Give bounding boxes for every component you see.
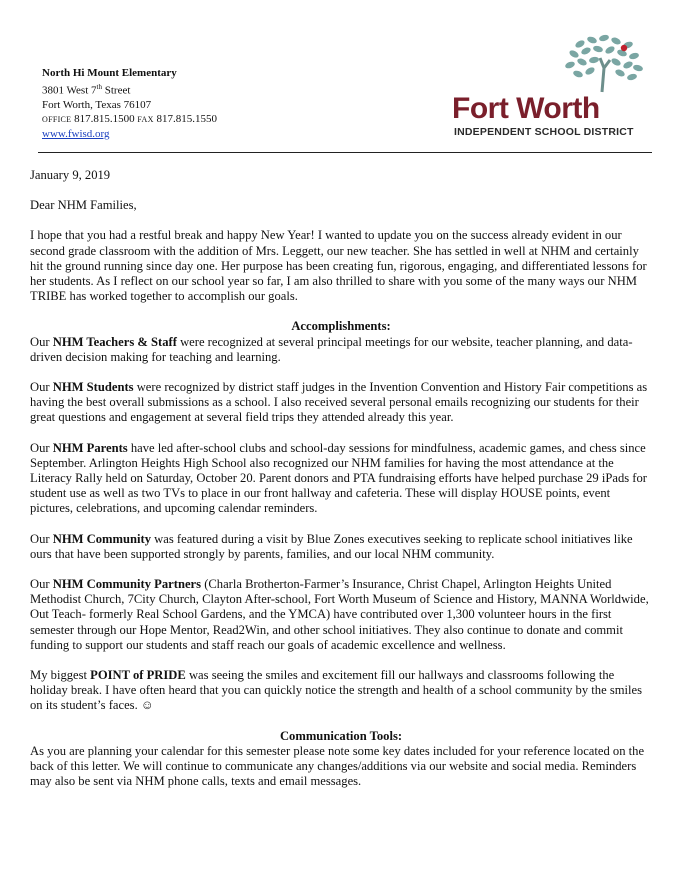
partners-paragraph	[30, 577, 652, 653]
tree-icon	[560, 34, 650, 94]
community-text: was featured during a visit by Blue Zones executives seeking to replicate school initiatives like ours that have been supported strongly by parents, families, and our local NHM community.	[30, 531, 633, 561]
teachers-label: NHM Teachers & Staff	[52, 334, 177, 349]
letter-date: January 9, 2019	[30, 168, 111, 182]
website-link[interactable]: www.fwisd.org	[42, 127, 110, 140]
letter-body	[30, 168, 652, 790]
pride-paragraph	[30, 668, 652, 714]
street-address	[42, 80, 217, 98]
phone-line	[42, 112, 217, 127]
street-number: 3801 West 7	[42, 84, 97, 97]
parents-label: NHM Parents	[52, 440, 128, 455]
office-label: OFFICE	[42, 114, 72, 124]
teachers-text: were recognized at several principal meetings for our website, teacher planning, and data-driven decision making for teaching and learning.	[30, 334, 633, 364]
office-phone: 817.815.1500	[74, 112, 135, 125]
pride-text: was seeing the smiles and excitement fill our hallways and classrooms following the holiday break. I have often heard that you can quickly notice the strength and health of a school community by the smiles on its student’s faces. ☺	[30, 668, 643, 713]
school-name: North Hi Mount Elementary	[42, 67, 177, 79]
teachers-prefix: Our	[30, 334, 53, 349]
communication-heading: Communication Tools:	[279, 728, 403, 743]
fax-phone: 817.815.1550	[156, 112, 217, 125]
students-paragraph	[30, 380, 652, 426]
district-subtitle: INDEPENDENT SCHOOL DISTRICT	[454, 126, 634, 138]
pride-label: POINT of PRIDE	[90, 668, 186, 683]
communication-paragraph: As you are planning your calendar for this semester please note some key dates included for your reference located on the back of this letter. We will continue to communicate any changes/additions via our website and social media. Reminders may also be sent via NHM phone calls, texts and email messages.	[30, 743, 645, 789]
city-line: Fort Worth, Texas 76107	[42, 98, 152, 111]
partners-label: NHM Community Partners	[52, 577, 202, 592]
header-divider	[38, 152, 652, 153]
community-paragraph	[30, 532, 652, 562]
accomplishments-heading: Accomplishments:	[291, 319, 391, 334]
school-address-block	[42, 66, 217, 141]
students-text: were recognized by district staff judges in the Invention Convention and History Fair competitions as having the best overall submissions as a school. I also received several personal emails recognizing our students for their great questions and engagement at several field trips they attended already this year.	[30, 380, 648, 425]
district-logo	[452, 34, 652, 144]
teachers-paragraph	[30, 335, 652, 365]
parents-text: have led after-school clubs and school-day sessions for mindfulness, academic games, and chess since September. Arlington Heights High School also recognized our NHM families for having the most attendance at the Literacy Rally held on Saturday, October 20. Parent donors and PTA fundraising efforts have helped purchase 29 iPads for student use as well as two TVs to place in our front hallway and cafeteria. These will display HOUSE points, event pictures, celebrations, and upcoming calendar reminders.	[30, 440, 647, 516]
parents-prefix: Our	[30, 440, 53, 455]
apple-icon	[621, 45, 627, 51]
district-brand-name: Fort Worth	[452, 92, 600, 125]
salutation: Dear NHM Families,	[30, 198, 137, 213]
community-prefix: Our	[30, 531, 53, 546]
parents-paragraph	[30, 441, 652, 517]
fax-label: FAX	[137, 114, 154, 124]
street-suffix: Street	[101, 84, 131, 97]
community-label: NHM Community	[52, 531, 152, 546]
intro-paragraph: I hope that you had a restful break and happy New Year! I wanted to update you on the success already evident in our second grade classroom with the addition of Mrs. Leggett, our new teacher. She has settled in well at NHM and certainly hit the ground running since day one. Her purpose has been creating fun, rigorous, engaging, and differentiated lessons for her students. As I reflect on our school year so far, I am also thrilled to share with you some of the many ways our NHM TRIBE has worked together to accomplish our goals.	[30, 228, 647, 304]
partners-text: (Charla Brotherton-Farmer’s Insurance, Christ Chapel, Arlington Heights United Methodist Church, 7City Church, Clayton After-school, Fort Worth Museum of Science and History, MANNA Worldwide, Out Teach- formerly Real School Gardens, and the YMCA) have contributed over 1,300 volunteer hours in the first semester through our Hope Mentor, Read2Win, and other school initiatives. They also continue to donate and commit funding to support our students and staff reach our goals of academic excellence and wellness.	[30, 577, 649, 652]
students-prefix: Our	[30, 380, 53, 395]
students-label: NHM Students	[52, 380, 134, 395]
street-ordinal: th	[96, 83, 102, 91]
pride-prefix: My biggest	[30, 668, 91, 683]
partners-prefix: Our	[30, 577, 53, 592]
